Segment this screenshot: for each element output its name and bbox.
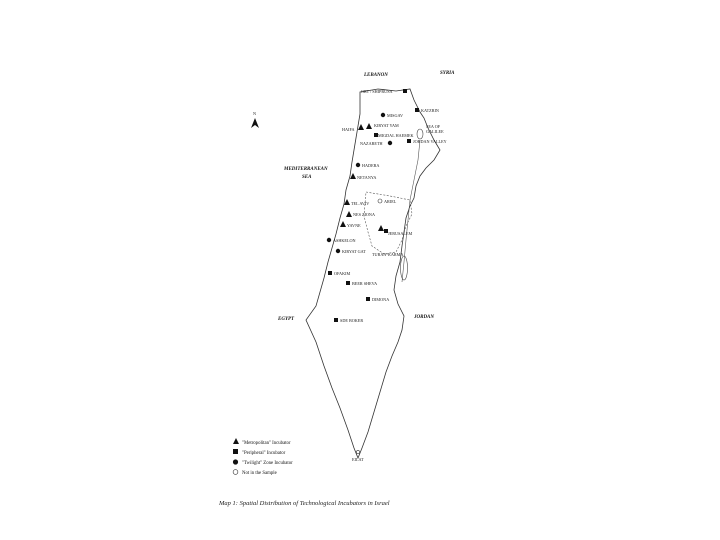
marker-eilat <box>356 450 359 453</box>
marker-kiryat-gat <box>336 249 340 253</box>
label-jerusalem: JERUSALEM <box>388 231 413 236</box>
label-dimona: DIMONA <box>372 297 390 302</box>
legend-metropolitan: "Metropolitan" Incubator <box>242 441 291 446</box>
label-katzrin: KATZRIN <box>421 108 439 113</box>
label-kiryat-yam: KIRYAT YAM <box>374 123 399 128</box>
label-ashkelon: ASHKELON <box>333 238 356 243</box>
marker-misgav <box>381 113 385 117</box>
region-jordan: JORDAN <box>414 315 435 320</box>
marker-jordan-valley <box>407 139 411 143</box>
marker-yavne <box>340 221 346 227</box>
region-syria: SYRIA <box>440 71 455 76</box>
region-lebanon: LEBANON <box>364 73 388 78</box>
marker-ofakim <box>328 271 332 275</box>
legend-circle-icon <box>233 459 238 464</box>
label-galilee: GALILEE <box>426 129 444 134</box>
legend-not-in-sample: Not in the Sample <box>242 471 277 476</box>
legend-twilight: "Twilight" Zone Incubator <box>242 461 293 466</box>
marker-kiryat-yam <box>366 123 372 129</box>
label-maale-adumim: TURAN-KARMA <box>372 252 404 257</box>
map-legend <box>233 438 293 476</box>
label-jordan-valley: JORDAN VALLEY <box>413 139 447 144</box>
marker-sde-boker <box>334 318 338 322</box>
region-sea-line2: SEA <box>302 175 312 180</box>
label-netanya: NETANYA <box>357 175 377 180</box>
label-ort-shipria: ORT / SHIPRUSA <box>361 89 393 94</box>
label-kiryat-gat: KIRYAT GAT <box>342 249 366 254</box>
label-sde-boker: SDE BOKER <box>340 318 364 323</box>
marker-haifa <box>358 124 364 130</box>
marker-netanya <box>350 173 356 179</box>
marker-ariel <box>378 199 382 203</box>
label-eilat: EILAT <box>352 457 364 462</box>
label-ofakim: OFAKIM <box>334 271 351 276</box>
label-ness-ziona: NES ZIONA <box>353 212 375 217</box>
label-yavne: YAVNE <box>347 223 361 228</box>
legend-open-circle-icon <box>233 470 238 475</box>
marker-ashkelon <box>327 238 331 242</box>
compass-north-arrow <box>251 111 259 128</box>
marker-ort-shipria <box>403 89 407 93</box>
marker-dimona <box>366 297 370 301</box>
label-hadera: HADERA <box>362 163 380 168</box>
label-misgav: MISGAV <box>387 113 403 118</box>
sea-of-galilee <box>417 129 423 139</box>
marker-beer-sheva <box>346 281 350 285</box>
svg-text:N: N <box>253 111 257 116</box>
marker-nazareth <box>388 141 392 145</box>
label-ariel: ARIEL <box>384 199 397 204</box>
region-sea-line1: MEDITERRANEAN <box>284 167 328 172</box>
map-caption: Map 1: Spatial Distribution of Technological Incubators in Israel <box>219 500 390 507</box>
label-beer-sheva: BEER SHEVA <box>352 281 378 286</box>
marker-hadera <box>356 163 360 167</box>
legend-peripheral: "Peripheral" Incubator <box>242 451 286 456</box>
marker-ness-ziona <box>346 211 352 217</box>
marker-katzrin <box>415 108 419 112</box>
label-tel-aviv: TEL AVIV <box>351 201 370 206</box>
marker-jerusalem-tri <box>378 225 384 231</box>
legend-square-icon <box>233 449 238 454</box>
jordan-river <box>402 140 420 282</box>
legend-triangle-icon <box>233 438 239 444</box>
label-nazareth: NAZARETH <box>360 141 383 146</box>
label-haifa: HAIFA <box>342 127 355 132</box>
label-sea-of: SEA OF <box>426 124 441 129</box>
label-migdal-haemek: MIGDAL HAEMEK <box>378 133 414 138</box>
region-egypt: EGYPT <box>278 317 295 322</box>
